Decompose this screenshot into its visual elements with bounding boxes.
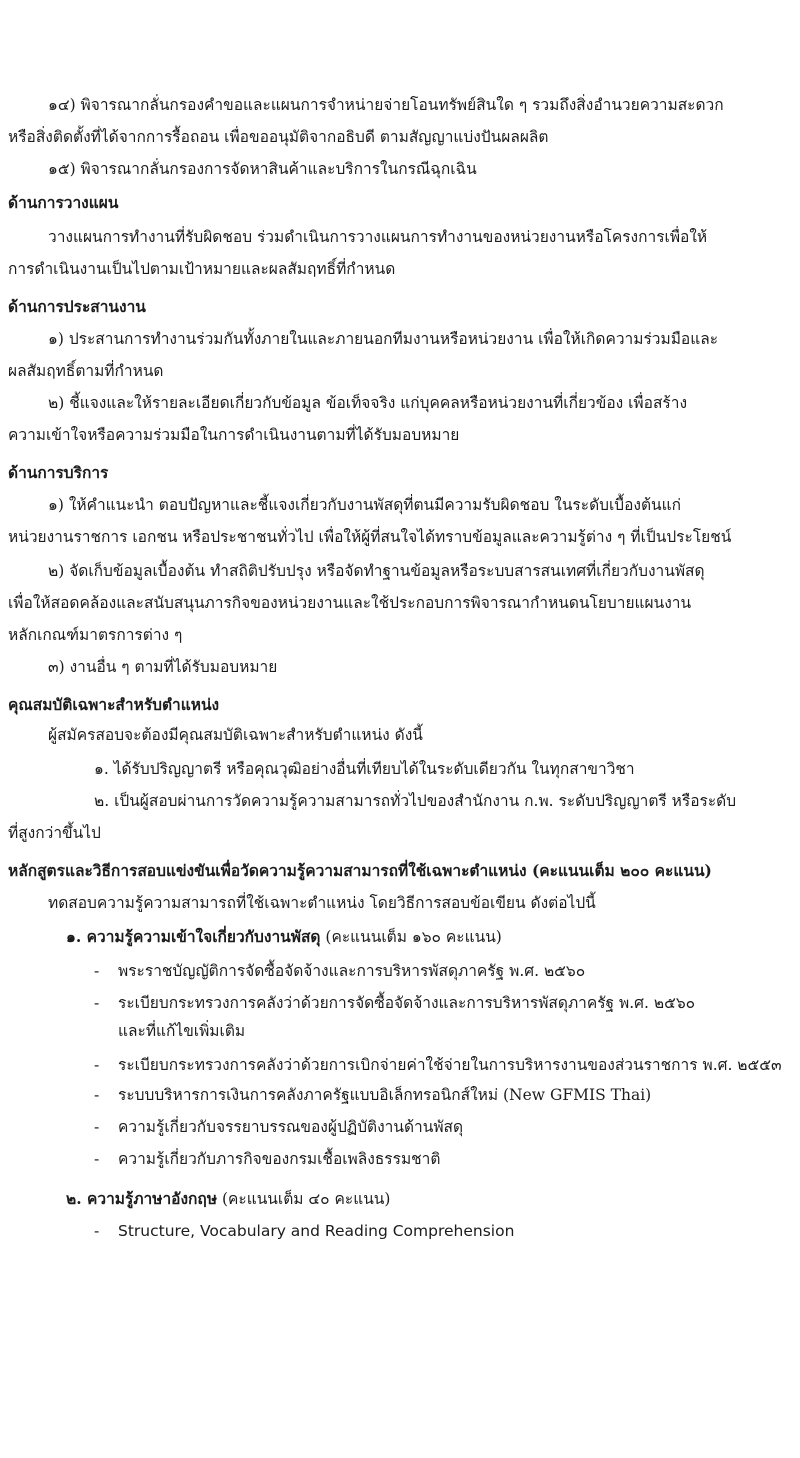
section-2-item: Structure, Vocabulary and Reading Comprehension [118,1222,515,1240]
heading-coordination: ด้านการประสานงาน [8,297,146,316]
service-2-line-1: ๒) จัดเก็บข้อมูลเบื้องต้น ทำสถิติปรับปรุง หรือจัดทำฐานข้อมูลหรือระบบสารสนเทศที่เกี่ยวกับงานพัสดุ [48,562,705,580]
section-1-item: ระเบียบกระทรวงการคลังว่าด้วยการเบิกจ่ายค่าใช้จ่ายในการบริหารงานของส่วนราชการ พ.ศ. ๒๕๕๓ [118,1056,782,1074]
bullet-dash: - [94,1056,100,1074]
coordination-2-line-2: ความเข้าใจหรือความร่วมมือในการดำเนินงานตามที่ได้รับมอบหมาย [8,426,460,444]
section-2-title [66,1188,390,1210]
qualification-intro: ผู้สมัครสอบจะต้องมีคุณสมบัติเฉพาะสำหรับตำแหน่ง ดังนี้ [48,726,423,744]
service-2-line-2: เพื่อให้สอดคล้องและสนับสนุนภารกิจของหน่วยงานและใช้ประกอบการพิจารณากำหนดนโยบายแผนงาน [8,594,692,612]
bullet-dash: - [94,1118,100,1136]
bullet-dash: - [94,962,100,980]
section-1-item: ระบบบริหารการเงินการคลังภาครัฐแบบอิเล็กทรอนิกส์ใหม่ (New GFMIS Thai) [118,1086,652,1104]
heading-qualification: คุณสมบัติเฉพาะสำหรับตำแหน่ง [8,695,220,714]
heading-exam: หลักสูตรและวิธีการสอบแข่งขันเพื่อวัดความรู้ความสามารถที่ใช้เฉพาะตำแหน่ง (คะแนนเต็ม ๒๐๐ คะแนน) [8,861,712,880]
section-1-score: (คะแนนเต็ม ๑๖๐ คะแนน) [320,928,502,946]
bullet-dash: - [94,1222,100,1240]
coordination-2-line-1: ๒) ชี้แจงและให้รายละเอียดเกี่ยวกับข้อมูล ข้อเท็จจริง แก่บุคคลหรือหน่วยงานที่เกี่ยวข้อง เพื่อสร้าง [48,394,688,412]
heading-service: ด้านการบริการ [8,463,109,482]
planning-line-1: วางแผนการทำงานที่รับผิดชอบ ร่วมดำเนินการวางแผนการทำงานของหน่วยงานหรือโครงการเพื่อให้ [48,228,708,246]
coordination-1-line-2: ผลสัมฤทธิ์ตามที่กำหนด [8,362,164,380]
section-1-item-continued: และที่แก้ไขเพิ่มเติม [118,1022,246,1040]
planning-line-2: การดำเนินงานเป็นไปตามเป้าหมายและผลสัมฤทธิ์ที่กำหนด [8,260,396,278]
heading-planning: ด้านการวางแผน [8,193,119,212]
coordination-1-line-1: ๑) ประสานการทำงานร่วมกันทั้งภายในและภายนอกทีมงานหรือหน่วยงาน เพื่อให้เกิดความร่วมมือและ [48,330,719,348]
section-2-score: (คะแนนเต็ม ๔๐ คะแนน) [217,1190,391,1208]
item-14-line-2: หรือสิ่งติดตั้งที่ได้จากการรื้อถอน เพื่อขออนุมัติจากอธิบดี ตามสัญญาแบ่งปันผลผลิต [8,128,549,146]
section-1-item: พระราชบัญญัติการจัดซื้อจัดจ้างและการบริหารพัสดุภาครัฐ พ.ศ. ๒๕๖๐ [118,962,586,980]
qualification-1: ๑. ได้รับปริญญาตรี หรือคุณวุฒิอย่างอื่นที่เทียบได้ในระดับเดียวกัน ในทุกสาขาวิชา [94,760,635,778]
item-14-line-1: ๑๔) พิจารณากลั่นกรองคำขอและแผนการจำหน่ายจ่ายโอนทรัพย์สินใด ๆ รวมถึงสิ่งอำนวยความสะดวก [48,96,724,114]
service-2-line-3: หลักเกณฑ์มาตรการต่าง ๆ [8,626,183,644]
bullet-dash: - [94,1086,100,1104]
section-1-item: ระเบียบกระทรวงการคลังว่าด้วยการจัดซื้อจัดจ้างและการบริหารพัสดุภาครัฐ พ.ศ. ๒๕๖๐ [118,994,696,1012]
section-1-item: ความรู้เกี่ยวกับภารกิจของกรมเชื้อเพลิงธรรมชาติ [118,1150,441,1168]
section-2-title-text: ๒. ความรู้ภาษาอังกฤษ [66,1189,218,1208]
service-1-line-2: หน่วยงานราชการ เอกชน หรือประชาชนทั่วไป เพื่อให้ผู้ที่สนใจได้ทราบข้อมูลและความรู้ต่าง ๆ ที่เป็นประโยชน์ [8,528,732,546]
bullet-dash: - [94,994,100,1012]
service-1-line-1: ๑) ให้คำแนะนำ ตอบปัญหาและชี้แจงเกี่ยวกับงานพัสดุที่ตนมีความรับผิดชอบ ในระดับเบื้องต้นแก่ [48,496,682,514]
section-1-title [66,926,502,948]
section-1-item: ความรู้เกี่ยวกับจรรยาบรรณของผู้ปฏิบัติงานด้านพัสดุ [118,1118,464,1136]
item-15: ๑๕) พิจารณากลั่นกรองการจัดหาสินค้าและบริการในกรณีฉุกเฉิน [48,160,477,178]
section-1-title-text: ๑. ความรู้ความเข้าใจเกี่ยวกับงานพัสดุ [66,927,321,946]
service-3: ๓) งานอื่น ๆ ตามที่ได้รับมอบหมาย [48,658,278,676]
qualification-2-line-2: ที่สูงกว่าขึ้นไป [8,824,101,842]
qualification-2-line-1: ๒. เป็นผู้สอบผ่านการวัดความรู้ความสามารถทั่วไปของสำนักงาน ก.พ. ระดับปริญญาตรี หรือระดับ [94,792,737,810]
bullet-dash: - [94,1150,100,1168]
exam-intro: ทดสอบความรู้ความสามารถที่ใช้เฉพาะตำแหน่ง โดยวิธีการสอบข้อเขียน ดังต่อไปนี้ [48,894,596,912]
